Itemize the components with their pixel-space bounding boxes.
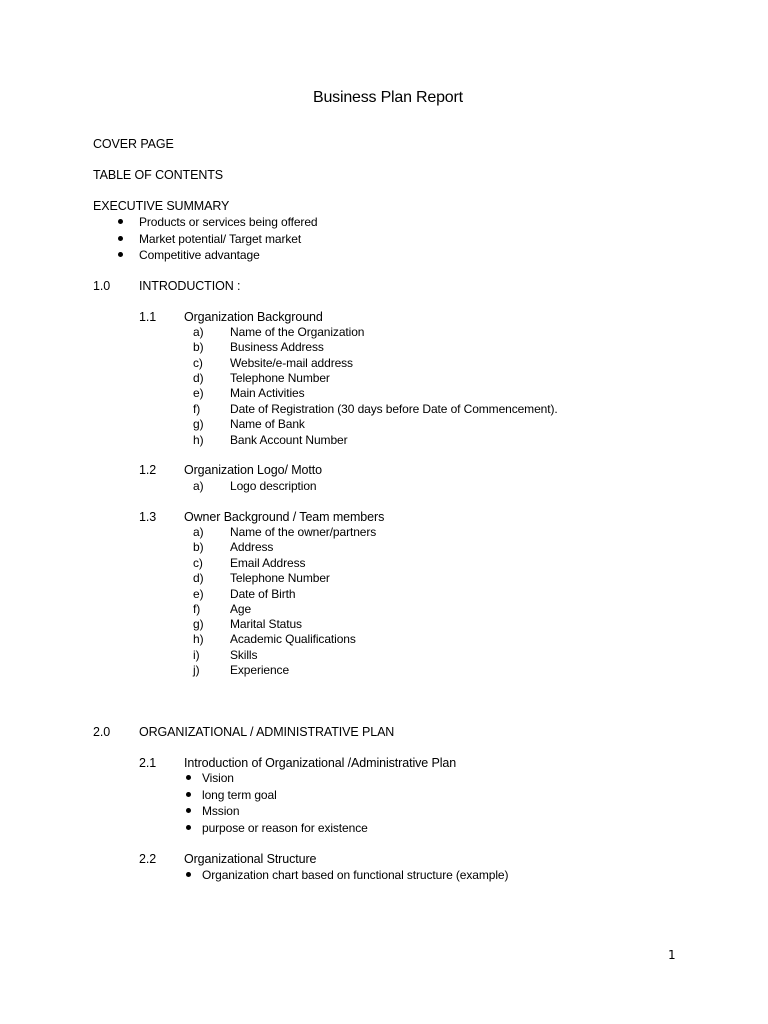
- list-item: Telephone Number: [230, 571, 330, 585]
- item-letter: e): [193, 587, 204, 601]
- list-item: Telephone Number: [230, 371, 330, 385]
- item-letter: a): [193, 525, 204, 539]
- item-letter: h): [193, 632, 204, 646]
- subsection-number: 1.1: [139, 310, 157, 324]
- list-item: Marital Status: [230, 617, 302, 631]
- item-letter: a): [193, 325, 204, 339]
- document-title: Business Plan Report: [313, 89, 463, 106]
- list-item: Name of Bank: [230, 417, 305, 431]
- list-item: Vision: [202, 771, 234, 785]
- section-heading: ORGANIZATIONAL / ADMINISTRATIVE PLAN: [139, 725, 395, 739]
- list-item: Date of Registration (30 days before Date of Commencement).: [230, 402, 558, 416]
- list-item: Name of the Organization: [230, 325, 365, 339]
- item-letter: a): [193, 479, 204, 493]
- item-letter: b): [193, 540, 204, 554]
- item-letter: b): [193, 340, 204, 354]
- section-number: 2.0: [93, 725, 111, 739]
- list-item: Mssion: [202, 804, 240, 818]
- executive-summary-heading: EXECUTIVE SUMMARY: [93, 199, 230, 213]
- item-letter: g): [193, 617, 204, 631]
- list-item: Website/e-mail address: [230, 356, 353, 370]
- bullet-icon: [186, 775, 191, 780]
- list-item: Market potential/ Target market: [139, 232, 302, 246]
- list-item: Business Address: [230, 340, 324, 354]
- section-heading: INTRODUCTION :: [139, 279, 241, 293]
- section-number: 1.0: [93, 279, 111, 293]
- bullet-icon: [118, 219, 123, 224]
- subsection-heading: Introduction of Organizational /Administrative Plan: [184, 756, 457, 770]
- item-letter: f): [193, 602, 201, 616]
- item-letter: d): [193, 371, 204, 385]
- cover-page-heading: COVER PAGE: [93, 137, 174, 151]
- list-item: purpose or reason for existence: [202, 821, 368, 835]
- list-item: Bank Account Number: [230, 433, 348, 447]
- item-letter: c): [193, 356, 203, 370]
- list-item: Name of the owner/partners: [230, 525, 377, 539]
- bullet-icon: [118, 236, 123, 241]
- list-item: Competitive advantage: [139, 248, 260, 262]
- page-number: 1: [668, 948, 676, 962]
- list-item: Age: [230, 602, 252, 616]
- list-item: Skills: [230, 648, 258, 662]
- subsection-number: 2.1: [139, 756, 157, 770]
- list-item: Logo description: [230, 479, 317, 493]
- bullet-icon: [118, 252, 123, 257]
- table-of-contents-heading: TABLE OF CONTENTS: [93, 168, 224, 182]
- bullet-icon: [186, 872, 191, 877]
- item-letter: f): [193, 402, 201, 416]
- subsection-heading: Organization Logo/ Motto: [184, 463, 322, 477]
- list-item: Date of Birth: [230, 587, 296, 601]
- subsection-heading: Organization Background: [184, 310, 323, 324]
- list-item: Main Activities: [230, 386, 305, 400]
- subsection-number: 2.2: [139, 852, 157, 866]
- list-item: Products or services being offered: [139, 215, 318, 229]
- bullet-icon: [186, 808, 191, 813]
- item-letter: c): [193, 556, 203, 570]
- subsection-heading: Organizational Structure: [184, 852, 317, 866]
- list-item: Email Address: [230, 556, 306, 570]
- list-item: Academic Qualifications: [230, 632, 356, 646]
- item-letter: g): [193, 417, 204, 431]
- item-letter: h): [193, 433, 204, 447]
- bullet-icon: [186, 825, 191, 830]
- list-item: long term goal: [202, 788, 277, 802]
- bullet-icon: [186, 792, 191, 797]
- subsection-heading: Owner Background / Team members: [184, 510, 385, 524]
- list-item: Experience: [230, 663, 290, 677]
- subsection-number: 1.3: [139, 510, 157, 524]
- list-item: Organization chart based on functional structure (example): [202, 868, 509, 882]
- item-letter: j): [193, 663, 200, 677]
- item-letter: d): [193, 571, 204, 585]
- list-item: Address: [230, 540, 274, 554]
- item-letter: i): [193, 648, 200, 662]
- subsection-number: 1.2: [139, 463, 157, 477]
- item-letter: e): [193, 386, 204, 400]
